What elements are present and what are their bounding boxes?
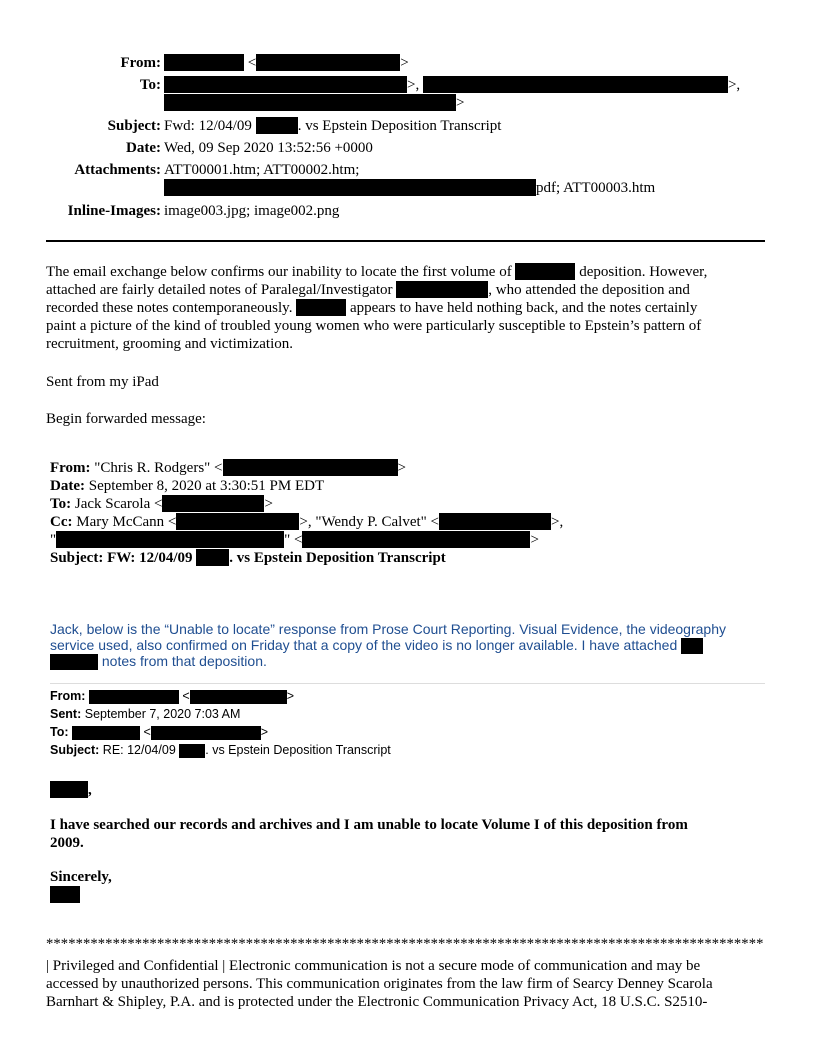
message-divider: [50, 683, 765, 684]
redaction: [515, 263, 575, 280]
label: Subject:: [50, 550, 104, 566]
body-line: [46, 263, 707, 281]
fwd-to: To: Jack Scarola < >: [50, 496, 273, 512]
redaction: [50, 886, 80, 903]
redaction: [681, 638, 703, 654]
subject-suffix: . vs Epstein Deposition Transcript: [229, 550, 446, 566]
to-label: To:: [139, 77, 161, 93]
attachments-line2[interactable]: [164, 179, 655, 197]
body-line: recruitment, grooming and victimization.: [46, 336, 294, 352]
subject-value: [164, 117, 501, 135]
attachments-suffix: pdf; ATT00003.htm: [536, 180, 656, 196]
attachments-label: Attachments:: [74, 162, 161, 178]
text: service used, also confirmed on Friday that a copy of the video is no longer available. I have attached: [50, 637, 678, 653]
fwd-from: From: "Chris R. Rodgers" < >: [50, 460, 406, 476]
sign-off: Sincerely,: [50, 869, 112, 885]
redaction: [50, 781, 88, 798]
label: Sent:: [50, 707, 82, 721]
message-line: [50, 637, 703, 654]
cc-name: Mary McCann <: [76, 514, 177, 530]
subject-prefix: Fwd: 12/04/09: [164, 118, 252, 134]
text: notes from that deposition.: [101, 653, 267, 669]
redaction: [196, 549, 229, 566]
from-value: < >: [164, 54, 409, 72]
inline-images-label: Inline-Images:: [67, 203, 161, 219]
to-value: >, >,: [164, 76, 740, 94]
fwd-subject: [50, 549, 446, 567]
subject-suffix: . vs Epstein Deposition Transcript: [205, 743, 391, 757]
fwd-cc-cont: " " < >: [50, 532, 539, 548]
label: Date:: [50, 478, 85, 494]
sent: September 7, 2020 7:03 AM: [84, 707, 241, 721]
text: recorded these notes contemporaneously.: [46, 300, 293, 316]
header-divider: [46, 240, 765, 242]
redaction: [164, 179, 536, 196]
redaction: [179, 744, 205, 758]
redaction: [162, 495, 264, 512]
text: attached are fairly detailed notes of Paralegal/Investigator: [46, 282, 393, 298]
fwd-cc: Cc: Mary McCann < >, "Wendy P. Calvet" < >,: [50, 514, 564, 530]
body-line: [46, 299, 697, 317]
redaction: [89, 690, 179, 704]
text: The email exchange below confirms our inability to locate the first volume of: [46, 264, 512, 280]
reply-to: To: < >: [50, 725, 269, 739]
subject-label: Subject:: [107, 118, 161, 134]
date-value: Wed, 09 Sep 2020 13:52:56 +0000: [164, 140, 373, 156]
label: To:: [50, 496, 72, 512]
text: appears to have held nothing back, and the notes certainly: [349, 300, 698, 316]
redaction: [256, 54, 400, 71]
redaction: [256, 117, 298, 134]
reply-sent: [50, 705, 240, 723]
redaction: [164, 54, 244, 71]
reply-subject: [50, 741, 391, 759]
reply-from: From: < >: [50, 689, 294, 703]
footer-line: accessed by unauthorized persons. This communication originates from the law firm of Searcy Denney Scarola: [46, 976, 713, 992]
label: Cc:: [50, 514, 73, 530]
subject-prefix: FW: 12/04/09: [107, 550, 193, 566]
redaction: [151, 726, 261, 740]
redaction: [302, 531, 530, 548]
signature: [50, 886, 80, 904]
redaction: [439, 513, 551, 530]
date: September 8, 2020 at 3:30:51 PM EDT: [88, 478, 325, 494]
redaction: [56, 531, 284, 548]
date-label: Date:: [126, 140, 161, 156]
redaction: [164, 76, 407, 93]
inline-images-value[interactable]: image003.jpg; image002.png: [164, 203, 340, 219]
body-line: paint a picture of the kind of troubled young women who were particularly susceptible to Epstein’s pattern of: [46, 318, 702, 334]
redaction: [164, 94, 456, 111]
redaction: [423, 76, 728, 93]
footer-stars: *************************************************************************************************: [46, 936, 764, 952]
from-name: "Chris R. Rodgers" <: [94, 460, 223, 476]
attachments-line1[interactable]: ATT00001.htm; ATT00002.htm;: [164, 162, 360, 178]
redaction: [223, 459, 398, 476]
subject-prefix: RE: 12/04/09: [102, 743, 176, 757]
salutation: ,: [50, 781, 92, 799]
redaction: [296, 299, 346, 316]
text: deposition. However,: [579, 264, 708, 280]
to-name: Jack Scarola <: [74, 496, 163, 512]
begin-forwarded: Begin forwarded message:: [46, 411, 206, 427]
label: From:: [50, 689, 86, 703]
label: Subject:: [50, 743, 100, 757]
redaction: [50, 654, 98, 670]
footer-line: | Privileged and Confidential | Electronic communication is not a secure mode of communication and may be: [46, 958, 701, 974]
sent-from: Sent from my iPad: [46, 374, 159, 390]
redaction: [72, 726, 140, 740]
message-line: Jack, below is the “Unable to locate” response from Prose Court Reporting. Visual Evidence, the videography: [50, 621, 726, 637]
from-label: From:: [120, 55, 161, 71]
label: From:: [50, 460, 91, 476]
footer-line: Barnhart & Shipley, P.A. and is protected under the Electronic Communication Privacy Act, 18 U.S.C. S2510-: [46, 994, 708, 1010]
redaction: [396, 281, 488, 298]
subject-suffix: . vs Epstein Deposition Transcript: [297, 118, 502, 134]
label: To:: [50, 725, 69, 739]
redaction: [176, 513, 299, 530]
text: , who attended the deposition and: [488, 282, 690, 298]
body-line: [46, 281, 690, 299]
to-value-cont: >: [164, 94, 464, 112]
message-line: [50, 653, 267, 670]
redaction: [190, 690, 287, 704]
reply-body: I have searched our records and archives and I am unable to locate Volume I of this deposition from: [50, 817, 688, 833]
reply-body-cont: 2009.: [50, 835, 84, 851]
fwd-date: [50, 477, 324, 495]
cc-name: >, "Wendy P. Calvet" <: [299, 514, 439, 530]
